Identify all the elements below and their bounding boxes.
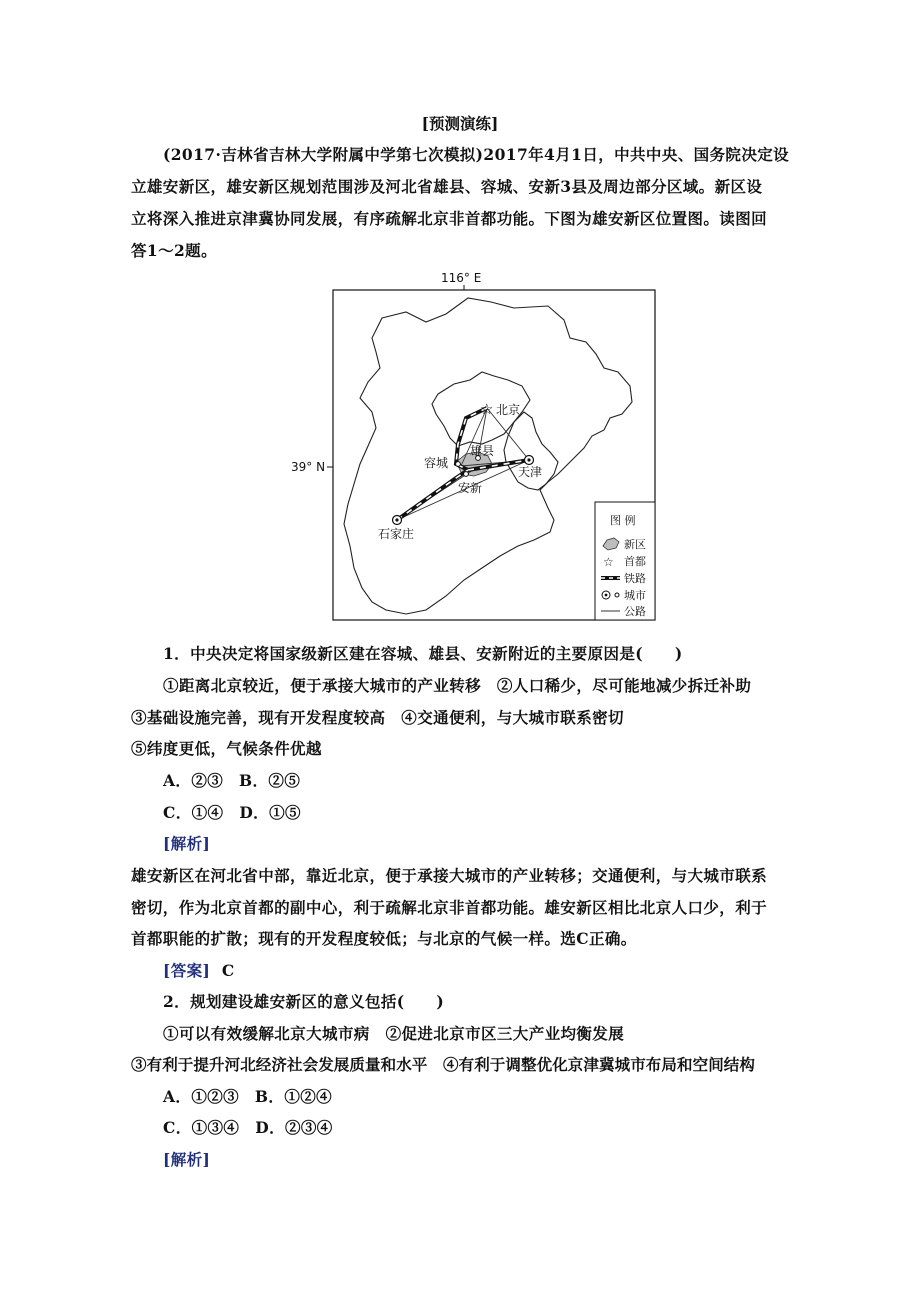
town-marker-anxin <box>464 472 469 477</box>
q1-choices-ab: A．②③ B．②⑤ <box>163 771 301 790</box>
q1-answer-value: C <box>221 961 235 980</box>
intro-line-3: 立将深入推进京津冀协同发展，有序疏解北京非首都功能。下图为雄安新区位置图。读图回 <box>131 209 768 228</box>
legend-city-icon-dot <box>605 594 608 597</box>
town-marker-rongcheng <box>456 462 461 467</box>
city-label-rongcheng: 容城 <box>424 456 449 470</box>
intro-line-2: 立雄安新区，雄安新区规划范围涉及河北省雄县、容城、安新3县及周边部分区域。新区设 <box>131 177 763 196</box>
city-label-beijing: 北京 <box>496 403 521 417</box>
q1-answer-tag: [答案] <box>163 961 211 980</box>
q1-options-line-3: ⑤纬度更低，气候条件优越 <box>131 739 322 758</box>
q1-options-line-2: ③基础设施完善，现有开发程度较高 ④交通便利，与大城市联系密切 <box>131 708 624 727</box>
legend-title: 图 例 <box>610 514 636 527</box>
legend-item-railway: 铁路 <box>624 572 646 585</box>
city-label-tianjin: 天津 <box>518 465 543 479</box>
map-svg <box>286 268 666 624</box>
city-label-anxin: 安新 <box>458 481 483 495</box>
q1-analysis-line-3: 首都职能的扩散；现有的开发程度较低；与北京的气候一样。选C正确。 <box>131 929 637 948</box>
capital-star-icon: ☆ <box>480 400 494 418</box>
city-label-xiongxian: 雄县 <box>470 444 495 458</box>
intro-line-4: 答1～2题。 <box>131 241 217 260</box>
q2-choices-cd: C．①③④ D．②③④ <box>163 1118 333 1137</box>
legend-item-city: 城市 <box>624 589 646 602</box>
q2-choices-ab: A．①②③ B．①②④ <box>163 1087 333 1106</box>
legend-town-icon <box>615 593 619 597</box>
q1-analysis-tag: [解析] <box>163 834 211 853</box>
intro-line-1: (2017·吉林省吉林大学附属中学第七次模拟)2017年4月1日，中共中央、国务院决定设 <box>163 145 790 164</box>
section-title: [预测演练] <box>421 114 499 133</box>
latitude-label: 39° N <box>291 460 326 474</box>
legend-item-highway: 公路 <box>624 605 646 618</box>
q2-options-line-1: ①可以有效缓解北京大城市病 ②促进北京市区三大产业均衡发展 <box>163 1024 625 1043</box>
legend-star-icon: ☆ <box>603 555 614 569</box>
city-marker-shijiazhuang-dot <box>395 518 398 521</box>
q1-options-line-1: ①距离北京较近，便于承接大城市的产业转移 ②人口稀少，尽可能地减少拆迁补助 <box>163 676 752 695</box>
q1-choices-cd: C．①④ D．①⑤ <box>163 803 301 822</box>
q1-analysis-line-2: 密切，作为北京首都的副中心，利于疏解北京非首都功能。雄安新区相比北京人口少，利于 <box>131 898 768 917</box>
xiongan-location-map <box>286 268 666 624</box>
longitude-label: 116° E <box>441 271 482 285</box>
q2-stem: 2．规划建设雄安新区的意义包括( ) <box>163 992 445 1011</box>
city-marker-tianjin-dot <box>527 458 530 461</box>
q1-stem: 1．中央决定将国家级新区建在容城、雄县、安新附近的主要原因是( ) <box>163 644 683 663</box>
q2-analysis-tag: [解析] <box>163 1150 211 1169</box>
q1-analysis-line-1: 雄安新区在河北省中部，靠近北京，便于承接大城市的产业转移；交通便利，与大城市联系 <box>131 866 768 885</box>
city-label-shijiazhuang: 石家庄 <box>378 527 415 541</box>
q2-options-line-2: ③有利于提升河北经济社会发展质量和水平 ④有利于调整优化京津冀城市布局和空间结构 <box>131 1055 756 1074</box>
map-legend <box>595 502 655 620</box>
q1-answer-row <box>163 960 823 982</box>
legend-item-capital: 首都 <box>624 555 646 568</box>
legend-item-new-area: 新区 <box>624 538 646 551</box>
